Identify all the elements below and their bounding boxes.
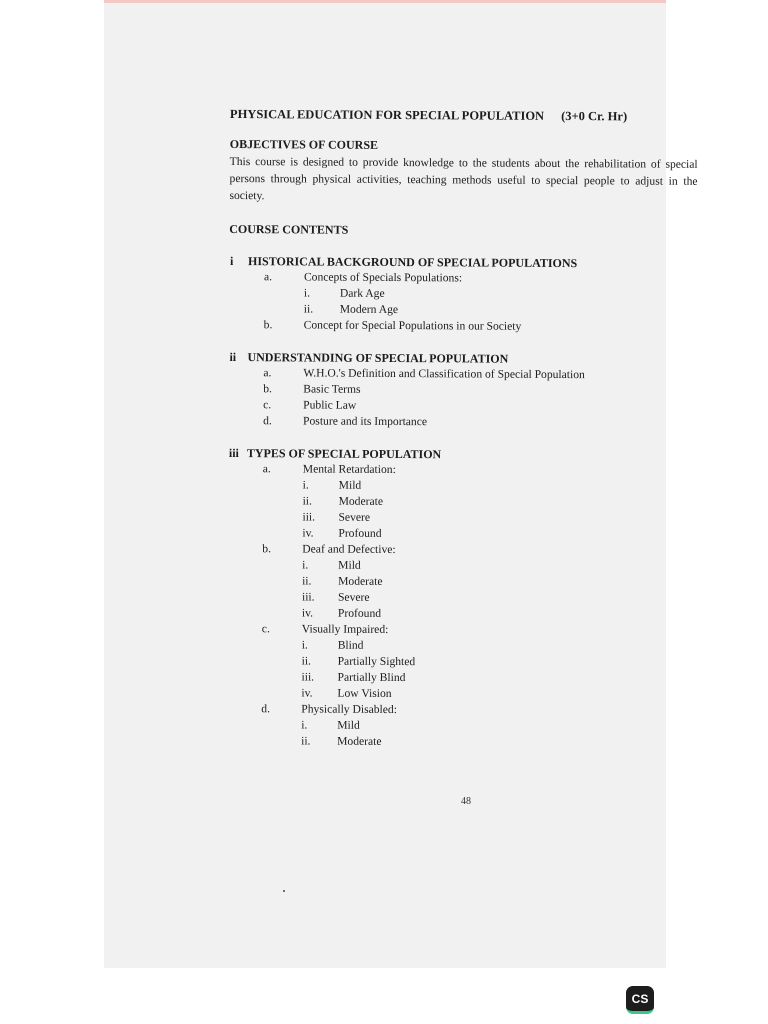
objectives-line: society. <box>229 188 265 203</box>
sub-list-text: Moderate <box>338 494 384 508</box>
sub-list-marker: iv. <box>301 686 313 700</box>
list-item-text: Basic Terms <box>303 382 361 396</box>
scanned-page <box>104 0 698 968</box>
list-item <box>229 317 699 336</box>
sub-list-text: Mild <box>338 478 362 492</box>
camscanner-logo-icon: CS <box>626 986 654 1014</box>
section-title: UNDERSTANDING OF SPECIAL POPULATION <box>247 350 509 366</box>
sub-list-marker: i. <box>303 286 311 300</box>
objectives-heading: OBJECTIVES OF COURSE <box>229 136 379 152</box>
list-item-text: Posture and its Importance <box>303 414 428 429</box>
list-item-text: Concepts of Specials Populations: <box>303 270 463 285</box>
list-item-marker: a. <box>262 462 271 476</box>
list-item-marker: a. <box>263 270 273 284</box>
list-item-marker: c. <box>263 398 272 412</box>
sub-list-marker: iii. <box>301 670 315 684</box>
objectives-line: This course is designed to provide knowledge to the students about the rehabilitation of special <box>229 154 698 171</box>
sub-list-text: Blind <box>337 638 364 652</box>
list-item-text: Concept for Special Populations in our Society <box>303 318 522 333</box>
sub-list-marker: iv. <box>302 526 314 540</box>
sub-list-text: Moderate <box>337 734 382 748</box>
list-item <box>229 269 699 288</box>
sub-list-marker: ii. <box>303 302 314 316</box>
sub-list-text: Dark Age <box>339 286 385 300</box>
sub-list-marker: i. <box>302 558 309 572</box>
scan-speck <box>283 890 285 892</box>
list-item-marker: b. <box>263 318 273 332</box>
sub-list-text: Modern Age <box>339 302 399 317</box>
course-title: PHYSICAL EDUCATION FOR SPECIAL POPULATION <box>229 107 545 123</box>
list-item-marker: b. <box>262 542 272 556</box>
list-item-text: Visually Impaired: <box>301 622 389 636</box>
list-item-text: Public Law <box>303 398 357 412</box>
list-item-marker: d. <box>263 414 272 428</box>
list-item-text: W.H.O.'s Definition and Classification of Special Population <box>303 366 585 382</box>
list-item <box>228 461 698 480</box>
sub-list-marker: i. <box>302 478 309 492</box>
list-item-marker: a. <box>263 366 272 380</box>
list-item-marker: b. <box>263 382 273 396</box>
sub-list-marker: iv. <box>301 606 314 620</box>
list-item-text: Physically Disabled: <box>301 702 398 717</box>
list-item <box>228 413 698 432</box>
contents-heading: COURSE CONTENTS <box>229 221 349 237</box>
section-number: i <box>230 254 234 269</box>
objectives-line: persons through physical activities, teaching methods useful to special people to adjust in the <box>229 171 698 188</box>
section-number: iii <box>228 445 239 461</box>
objectives-text <box>229 153 697 207</box>
sub-list-marker: iii. <box>302 510 316 524</box>
sub-list-marker: iii. <box>301 590 315 604</box>
list-item-marker: c. <box>261 622 270 636</box>
list-item-text: Mental Retardation: <box>302 462 396 477</box>
sub-list-item <box>226 733 696 752</box>
list-item-text: Deaf and Defective: <box>302 542 396 557</box>
course-title-row <box>230 107 700 125</box>
sub-list-marker: ii. <box>302 574 312 588</box>
page-content <box>226 107 700 752</box>
course-sections <box>226 254 699 752</box>
sub-list-marker: i. <box>301 638 308 652</box>
list-item <box>227 541 697 560</box>
sub-list-marker: i. <box>301 718 308 732</box>
list-item-marker: d. <box>261 702 271 716</box>
sub-list-marker: ii. <box>302 494 312 508</box>
sub-list-text: Mild <box>337 718 360 732</box>
sub-list-text: Mild <box>338 558 361 572</box>
sub-list-text: Partially Sighted <box>337 654 416 669</box>
sub-list-text: Profound <box>337 606 382 620</box>
sub-list-text: Severe <box>337 590 370 604</box>
sub-list-marker: ii. <box>301 654 312 668</box>
sub-list-text: Low Vision <box>337 686 392 700</box>
page-number: 48 <box>461 796 471 807</box>
sub-list-text: Severe <box>338 510 371 524</box>
sub-list-text: Partially Blind <box>337 670 406 685</box>
credit-hours: (3+0 Cr. Hr) <box>561 109 628 124</box>
list-item <box>227 621 697 640</box>
section-title: HISTORICAL BACKGROUND OF SPECIAL POPULATIONS <box>248 254 578 271</box>
section-number: ii <box>229 350 237 365</box>
sub-list-text: Profound <box>338 526 382 540</box>
sub-list-marker: ii. <box>301 734 311 748</box>
list-item <box>226 701 696 720</box>
sub-list-text: Moderate <box>338 574 383 588</box>
section-title: TYPES OF SPECIAL POPULATION <box>246 446 442 462</box>
